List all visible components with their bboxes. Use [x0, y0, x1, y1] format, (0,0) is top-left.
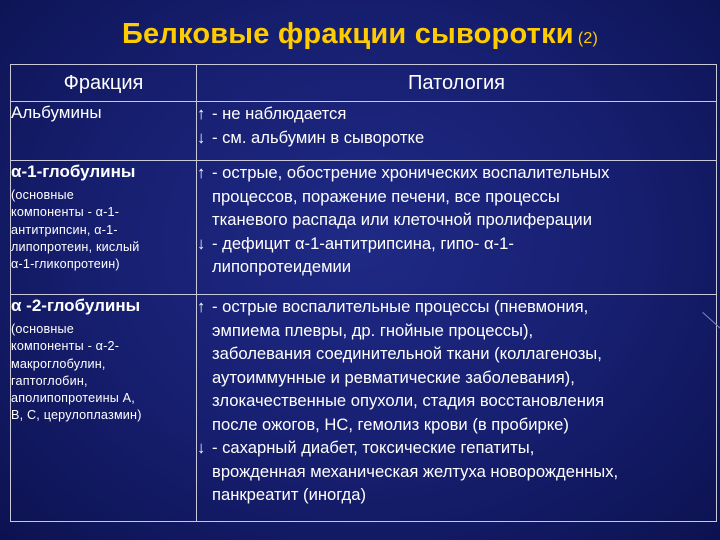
pathology-line: [197, 319, 716, 343]
pathology-cell: [197, 295, 717, 522]
fraction-note-line: антитрипсин, α-1-: [11, 222, 118, 237]
pathology-cell: [197, 102, 717, 161]
fraction-note-line: (основные: [11, 322, 74, 336]
pathology-line: [197, 436, 716, 460]
fraction-note-line: компоненты - α-2-: [11, 339, 120, 354]
pathology-line: [197, 255, 716, 279]
arrow-down-icon: ↓: [197, 127, 206, 147]
fraction-cell: [11, 102, 197, 161]
fraction-name: α -2-глобулины: [11, 296, 141, 315]
pathology-text: эмпиема плевры, др. гнойные процессы),: [212, 320, 534, 340]
fraction-note: [11, 321, 196, 425]
pathology-text: аутоиммунные и ревматические заболевания),: [212, 367, 575, 387]
pathology-line: [197, 483, 716, 507]
pathology-line: [197, 126, 716, 150]
pathology-text: тканевого распада или клеточной пролиферации: [212, 210, 592, 229]
table-row: [11, 295, 717, 522]
slide-title: [0, 18, 720, 51]
pathology-cell: [197, 161, 717, 295]
fraction-name: Альбумины: [11, 103, 102, 122]
pathology-text: процессов, поражение печени, все процессы: [212, 186, 560, 206]
arrow-up-icon: ↑: [197, 104, 206, 123]
fraction-note-line: макроглобулин,: [11, 356, 106, 371]
pathology-text: - см. альбумин в сыворотке: [212, 127, 425, 147]
arrow-down-icon: ↓: [197, 233, 206, 253]
fraction-note-line: липопротеин, кислый: [11, 239, 140, 254]
arrow-up-icon: ↑: [197, 297, 206, 316]
table-row: [11, 161, 717, 295]
pathology-line: [197, 295, 716, 319]
title-suffix: (2): [577, 30, 598, 47]
pathology-line: [197, 389, 716, 413]
arrow-up-icon: ↑: [197, 163, 206, 182]
pathology-text: злокачественные опухоли, стадия восстановления: [212, 391, 605, 410]
pathology-text: - острые, обострение хронических воспалительных: [212, 163, 610, 182]
pathology-line: [197, 208, 716, 232]
header-fraction: Фракция: [11, 65, 197, 102]
arrow-down-icon: ↓: [197, 438, 206, 457]
pathology-text: - дефицит α-1-антитрипсина, гипо- α-1-: [212, 233, 514, 253]
pathology-line: [197, 102, 716, 126]
fraction-note-line: α-1-гликопротеин): [11, 257, 120, 272]
fraction-note-line: (основные: [11, 188, 74, 202]
header-pathology: Патология: [197, 65, 717, 102]
header-row: [11, 65, 717, 102]
pathology-text: - сахарный диабет, токсические гепатиты,: [212, 438, 535, 457]
pathology-text: заболевания соединительной ткани (коллагенозы,: [212, 344, 602, 363]
fraction-note-line: аполипопротеины А,: [11, 391, 135, 406]
pathology-text: панкреатит (иногда): [212, 485, 366, 504]
fraction-note-line: компоненты - α-1-: [11, 205, 120, 220]
title-text: Белковые фракции сыворотки: [122, 18, 574, 50]
pathology-text: после ожогов, НС, гемолиз крови (в пробирке): [212, 414, 569, 434]
pathology-text: липопротеидемии: [212, 257, 352, 276]
pathology-line: [197, 342, 716, 366]
table-row: [11, 102, 717, 161]
pathology-line: [197, 161, 716, 185]
pathology-line: [197, 366, 716, 390]
pathology-line: [197, 185, 716, 209]
protein-fractions-table: [10, 64, 717, 522]
pathology-text: - не наблюдается: [212, 104, 347, 123]
pathology-line: [197, 460, 716, 484]
fraction-note: [11, 187, 196, 273]
fraction-cell: [11, 161, 197, 295]
fraction-name: α-1-глобулины: [11, 162, 136, 181]
pathology-line: [197, 413, 716, 437]
pathology-line: [197, 232, 716, 256]
fraction-note-line: гаптоглобин,: [11, 373, 88, 388]
pathology-text: врожденная механическая желтуха новорожденных,: [212, 461, 619, 481]
fraction-cell: [11, 295, 197, 522]
fraction-note-line: В, С, церулоплазмин): [11, 408, 142, 423]
pathology-text: - острые воспалительные процессы (пневмония,: [212, 297, 589, 316]
